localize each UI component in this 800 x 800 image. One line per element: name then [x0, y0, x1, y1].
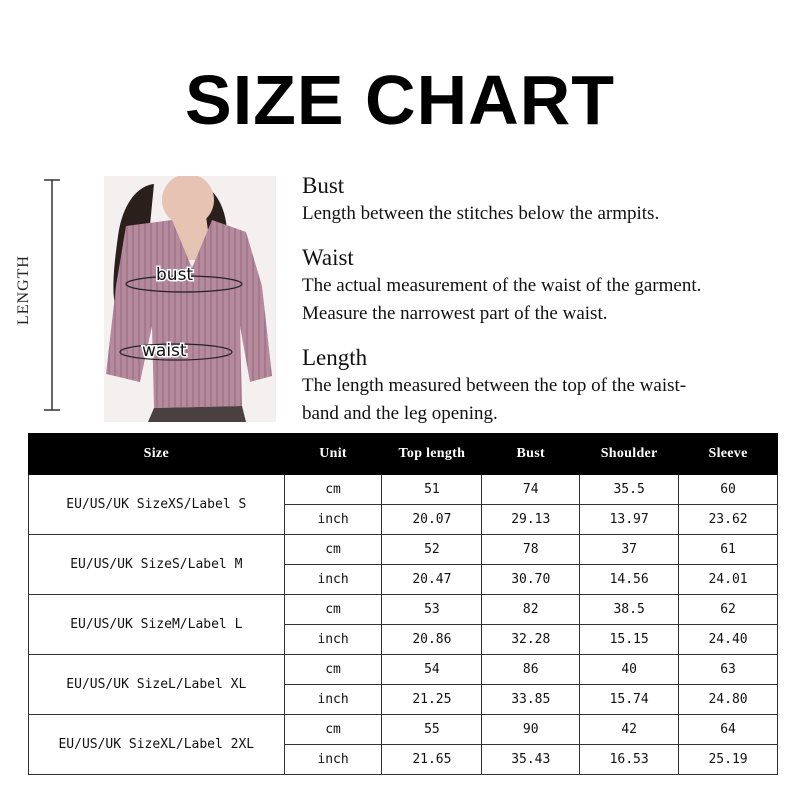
header-shoulder: Shoulder — [580, 434, 679, 475]
bust-cell: 82 — [482, 595, 580, 625]
unit-cell: inch — [284, 625, 382, 655]
shoulder-cell: 15.15 — [580, 625, 679, 655]
top-length-cell: 20.86 — [382, 625, 482, 655]
bust-cell: 86 — [482, 655, 580, 685]
waist-text-line-2: Measure the narrowest part of the waist. — [302, 303, 608, 324]
shoulder-cell: 35.5 — [580, 475, 679, 505]
shoulder-cell: 42 — [580, 715, 679, 745]
sleeve-cell: 25.19 — [679, 745, 778, 775]
unit-cell: cm — [284, 595, 382, 625]
size-cell: EU/US/UK SizeS/Label M — [29, 535, 285, 595]
bust-cell: 35.43 — [482, 745, 580, 775]
bust-label: bust — [156, 265, 194, 285]
sleeve-cell: 23.62 — [679, 505, 778, 535]
length-description — [302, 344, 686, 428]
sleeve-cell: 64 — [679, 715, 778, 745]
sleeve-cell: 62 — [679, 595, 778, 625]
sleeve-cell: 60 — [679, 475, 778, 505]
table-row — [29, 715, 778, 745]
table-row — [29, 655, 778, 685]
sleeve-cell: 24.80 — [679, 685, 778, 715]
top-length-cell: 55 — [382, 715, 482, 745]
top-length-cell: 54 — [382, 655, 482, 685]
top-length-cell: 52 — [382, 535, 482, 565]
unit-cell: inch — [284, 685, 382, 715]
waist-label: waist — [142, 341, 187, 361]
length-text-line-1: The length measured between the top of the waist- — [302, 375, 687, 396]
sleeve-cell: 63 — [679, 655, 778, 685]
bust-cell: 33.85 — [482, 685, 580, 715]
top-length-cell: 20.07 — [382, 505, 482, 535]
bust-cell: 32.28 — [482, 625, 580, 655]
bust-description — [302, 172, 659, 228]
size-cell: EU/US/UK SizeXS/Label S — [29, 475, 285, 535]
shoulder-cell: 38.5 — [580, 595, 679, 625]
header-size: Size — [29, 434, 285, 475]
top-length-cell: 51 — [382, 475, 482, 505]
size-cell: EU/US/UK SizeL/Label XL — [29, 655, 285, 715]
top-length-cell: 53 — [382, 595, 482, 625]
bust-cell: 29.13 — [482, 505, 580, 535]
waist-description — [302, 244, 701, 328]
length-label: LENGTH — [15, 255, 32, 325]
size-table — [28, 433, 778, 775]
bust-cell: 30.70 — [482, 565, 580, 595]
waist-text-line-1: The actual measurement of the waist of the garment. — [302, 275, 702, 296]
top-length-cell: 20.47 — [382, 565, 482, 595]
page-title: SIZE CHART — [185, 61, 615, 139]
length-text-line-2: band and the leg opening. — [302, 403, 498, 424]
table-header-row — [29, 434, 778, 475]
unit-cell: cm — [284, 655, 382, 685]
bust-cell: 90 — [482, 715, 580, 745]
top-length-cell: 21.65 — [382, 745, 482, 775]
header-top-length: Top length — [382, 434, 482, 475]
waist-heading: Waist — [302, 245, 354, 270]
table-row — [29, 475, 778, 505]
sleeve-cell: 24.40 — [679, 625, 778, 655]
header-sleeve: Sleeve — [679, 434, 778, 475]
header-bust: Bust — [482, 434, 580, 475]
size-cell: EU/US/UK SizeM/Label L — [29, 595, 285, 655]
bust-cell: 74 — [482, 475, 580, 505]
size-cell: EU/US/UK SizeXL/Label 2XL — [29, 715, 285, 775]
table-row — [29, 535, 778, 565]
header-unit: Unit — [284, 434, 382, 475]
shoulder-cell: 37 — [580, 535, 679, 565]
unit-cell: inch — [284, 505, 382, 535]
shoulder-cell: 13.97 — [580, 505, 679, 535]
sleeve-cell: 24.01 — [679, 565, 778, 595]
sleeve-cell: 61 — [679, 535, 778, 565]
shoulder-cell: 40 — [580, 655, 679, 685]
bust-heading: Bust — [302, 173, 345, 198]
unit-cell: cm — [284, 535, 382, 565]
model-photo — [36, 176, 276, 422]
unit-cell: inch — [284, 565, 382, 595]
length-heading: Length — [302, 345, 368, 370]
shoulder-cell: 16.53 — [580, 745, 679, 775]
bust-cell: 78 — [482, 535, 580, 565]
unit-cell: cm — [284, 715, 382, 745]
table-row — [29, 595, 778, 625]
unit-cell: cm — [284, 475, 382, 505]
top-length-cell: 21.25 — [382, 685, 482, 715]
shoulder-cell: 14.56 — [580, 565, 679, 595]
unit-cell: inch — [284, 745, 382, 775]
bust-text: Length between the stitches below the armpits. — [302, 203, 660, 224]
shoulder-cell: 15.74 — [580, 685, 679, 715]
